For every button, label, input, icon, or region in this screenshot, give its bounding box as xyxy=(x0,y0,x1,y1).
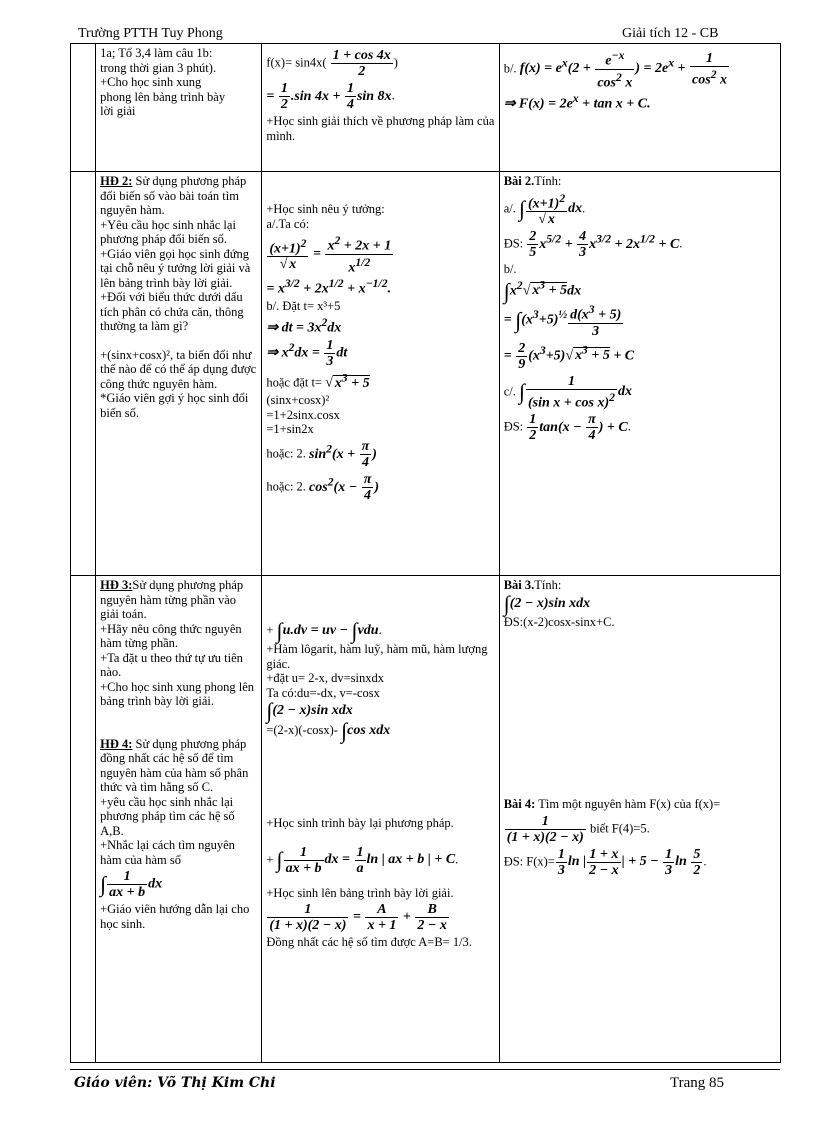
formula-ex4: $\frac{1}{(1 + x)(2 - x)}$ biết F(4)=5. xyxy=(506,813,650,845)
teacher-line: +(sinx+cosx)², ta biến đổi như thế nào để có thể áp dụng được công thức nguyên hàm. xyxy=(100,347,257,391)
student-line: (sinx+cosx)² xyxy=(266,393,330,408)
teacher-line: lời giải xyxy=(100,104,136,118)
teacher-line: HĐ 2: Sử dụng phương pháp đổi biến số vào bài toán tìm nguyên hàm. xyxy=(100,174,247,217)
formula-b: b/. $f(x) = e^x(2$ + $\frac{e^{-x}}{\cos^2 x}$ ) = $2e^x$ + $\frac{1}{\cos^2 x}$ xyxy=(503,49,728,91)
hd-label: HĐ 2: xyxy=(100,174,133,188)
formula-expr: =(2-x)(-cosx)- ∫cos xdx xyxy=(266,718,391,743)
teacher-activity-cell xyxy=(96,172,262,576)
formula-int-1-ax-b: ∫ $\frac{1}{ax + b}$ dx xyxy=(100,869,163,900)
exercise-cell xyxy=(499,44,780,172)
teacher-line: +Cho học sinh xung xyxy=(100,75,202,89)
student-line: =1+2sinx.cosx xyxy=(266,407,340,422)
teacher-activity-cell xyxy=(96,44,262,172)
hd-label: HĐ 3: xyxy=(100,578,133,592)
student-line: +Hàm lôgarit, hàm luỹ, hàm mũ, hàm lượng giác. xyxy=(266,642,488,671)
formula-ds-c: ĐS: $\frac{1}{2}$ tan(x − $\frac{\pi}{4}$ ) + C. xyxy=(503,412,631,444)
formula-or-cos: hoặc: 2. $\cos^2(x$ − $\frac{\pi}{4}$ ) xyxy=(266,471,380,503)
teacher-line: trong thời gian 3 phút). xyxy=(100,60,217,75)
teacher-line: HĐ 4: Sử dụng phương pháp đồng nhất các hệ số để tìm nguyên hàm của hàm số phân thức và tìm hằng số C. xyxy=(100,736,249,794)
exercise-cell xyxy=(499,576,780,1063)
footer-teacher: Giáo viên: Võ Thị Kim Chi xyxy=(74,1075,276,1091)
footer-page: Trang 85 xyxy=(670,1075,725,1091)
exercise-title: Bài 4: Tìm một nguyên hàm F(x) của f(x)= xyxy=(503,797,721,811)
footer-rule xyxy=(70,1069,780,1070)
header-school: Trường PTTH Tuy Phong xyxy=(78,26,223,41)
student-activity-cell xyxy=(262,44,499,172)
exercise-title: Bài 2.Tính: xyxy=(503,174,562,188)
student-line: Đồng nhất các hệ số tìm được A=B= 1/3. xyxy=(266,935,472,949)
teacher-line: *Giáo viên gợi ý học sinh đổi biến số. xyxy=(100,391,249,420)
header-subject: Giải tích 12 - CB xyxy=(622,26,719,41)
exercise-answer: ĐS:(x-2)cosx-sinx+C. xyxy=(503,614,615,629)
student-line: =1+sin2x xyxy=(266,422,314,437)
student-line: +Học sinh trình bày lại phương pháp. xyxy=(266,816,454,830)
formula-ds-a: ĐS: $\frac{2}{5}$ $x^{5/2}$ + $\frac{4}{3}$ $x^{3/2} + 2x^{1/2} + C$. xyxy=(503,229,683,261)
exercise-label: b/. xyxy=(503,61,517,76)
hd-label: HĐ 4: xyxy=(100,736,133,751)
time-cell xyxy=(71,576,96,1063)
student-line: Ta có:du=-dx, v=-cosx xyxy=(266,685,380,700)
formula-ex-b2: = $\int(x^3+5)^{\frac{1}{2}}$ $\frac{d(x^3 + 5)}{3}$ xyxy=(503,303,622,339)
formula-a: $\frac{(x+1)^2}{√ x}$ = $\frac{x^2 + 2x + 1}{x^{1/2}}$ xyxy=(269,234,392,276)
teacher-line: +yêu cầu học sinh nhắc lại phương pháp tìm các hệ số A,B. xyxy=(100,794,235,838)
formula-ex-b: $\int x^2√$ $x^3 + 5dx$ xyxy=(503,278,582,304)
student-activity-cell xyxy=(262,576,499,1063)
teacher-activity-cell xyxy=(96,576,262,1063)
teacher-line: +Giáo viên gọi học sinh đứng tại chỗ nêu ý tưởng lời giải và lên bảng trình bày lời giải. xyxy=(100,246,251,290)
formula-b-result: ⇒ $F(x) = 2e^x + \tan x + C$. xyxy=(503,92,651,112)
table-row xyxy=(71,576,781,1063)
student-line: b/. Đặt t= x³+5 xyxy=(266,299,341,314)
teacher-line: 1a; Tổ 3,4 làm câu 1b: xyxy=(100,46,213,60)
formula-ds4: ĐS: F(x)= $\frac{1}{3}$ ln | $\frac{1 + x}{2 - x}$ | + 5 − $\frac{1}{3}$ ln $\frac{5}{2}$ . xyxy=(503,846,707,878)
formula-ex-c: c/. ∫ $\frac{1}{(\sin x + \cos x)^2}$ dx xyxy=(503,373,632,411)
student-activity-cell xyxy=(262,172,499,576)
formula-fx-result: = $\frac{1}{2}$ .sin 4x + $\frac{1}{4}$ sin 8x. xyxy=(266,81,395,112)
exercise-b-label: b/. xyxy=(503,262,517,277)
formula-ex3: ∫(2 − x)sin xdx xyxy=(503,590,591,616)
student-note: +Học sinh giải thích về phương pháp làm của mình. xyxy=(266,114,495,143)
table-row xyxy=(71,172,781,576)
formula-ex-a: a/. ∫ $\frac{(x+1)^2}{√ x}$ dx. xyxy=(503,191,586,228)
formula-or-sin: hoặc: 2. $\sin^2(x$ + $\frac{\pi}{4}$ ) xyxy=(266,438,377,470)
exercise-cell xyxy=(499,172,780,576)
teacher-line: +Đối với biểu thức dưới dấu tích phân có chứa căn, thông thường ta làm gì? xyxy=(100,290,244,333)
teacher-line: +Cho học sinh xung phong lên bảng trình bày lời giải. xyxy=(100,679,255,708)
time-cell xyxy=(71,172,96,576)
formula-a-result: = $x^{3/2} + 2x^{1/2} + x^{-1/2}$. xyxy=(266,277,392,297)
formula-int-2x: ∫(2 − x)sin xdx xyxy=(266,698,353,723)
teacher-line: +Ta đặt u theo thứ tự ưu tiên nào. xyxy=(100,650,243,679)
formula-log: + ∫ $\frac{1}{ax + b}$ dx = $\frac{1}{a}$ ln | ax + b | + C. xyxy=(266,844,459,876)
teacher-line: +Nhắc lại cách tìm nguyên hàm của hàm số xyxy=(100,838,235,867)
student-line: +Học sinh lên bảng trình bày lời giải. xyxy=(266,885,454,900)
teacher-line: phong lên bảng trình bày xyxy=(100,89,226,104)
formula-or-t: hoặc đặt t= √ $x^3 + 5$ xyxy=(266,371,370,391)
teacher-line: +Hãy nêu công thức nguyên hàm từng phần. xyxy=(100,621,242,650)
teacher-line: HĐ 3:Sử dụng phương pháp nguyên hàm từng phần vào giải toán. xyxy=(100,578,244,621)
formula-x2dx: ⇒ $x^2dx$ = $\frac{1}{3}$ dt xyxy=(266,338,348,370)
teacher-line: +Yêu cầu học sinh nhắc lại phương pháp đổi biến số. xyxy=(100,217,236,246)
formula-parts: + ∫u.dv = uv − ∫vdu. xyxy=(266,618,382,643)
formula-dt: ⇒ dt = $3x^2dx$ xyxy=(266,315,342,336)
teacher-line: +Giáo viên hướng dẫn lại cho học sinh. xyxy=(100,902,250,931)
student-line: a/.Ta có: xyxy=(266,216,310,231)
formula-ex-b3: = $\frac{2}{9}$ $(x^3+5)√$ $x^3 + 5 + C$ xyxy=(503,340,635,372)
student-line: +đặt u= 2-x, dv=sinxdx xyxy=(266,671,385,685)
formula-fx: f(x)= sin4x( $\frac{1 + \cos 4x}{2}$ ) xyxy=(266,48,398,79)
exercise-title: Bài 3.Tính: xyxy=(503,578,562,592)
formula-partial: $\frac{1}{(1 + x)(2 - x)}$ = $\frac{A}{x + 1}$ + $\frac{B}{2 - x}$ xyxy=(269,902,447,933)
lesson-table xyxy=(70,43,781,1063)
time-cell xyxy=(71,44,96,172)
student-line: +Học sinh nêu ý tưởng: xyxy=(266,202,385,216)
table-row xyxy=(71,44,781,172)
